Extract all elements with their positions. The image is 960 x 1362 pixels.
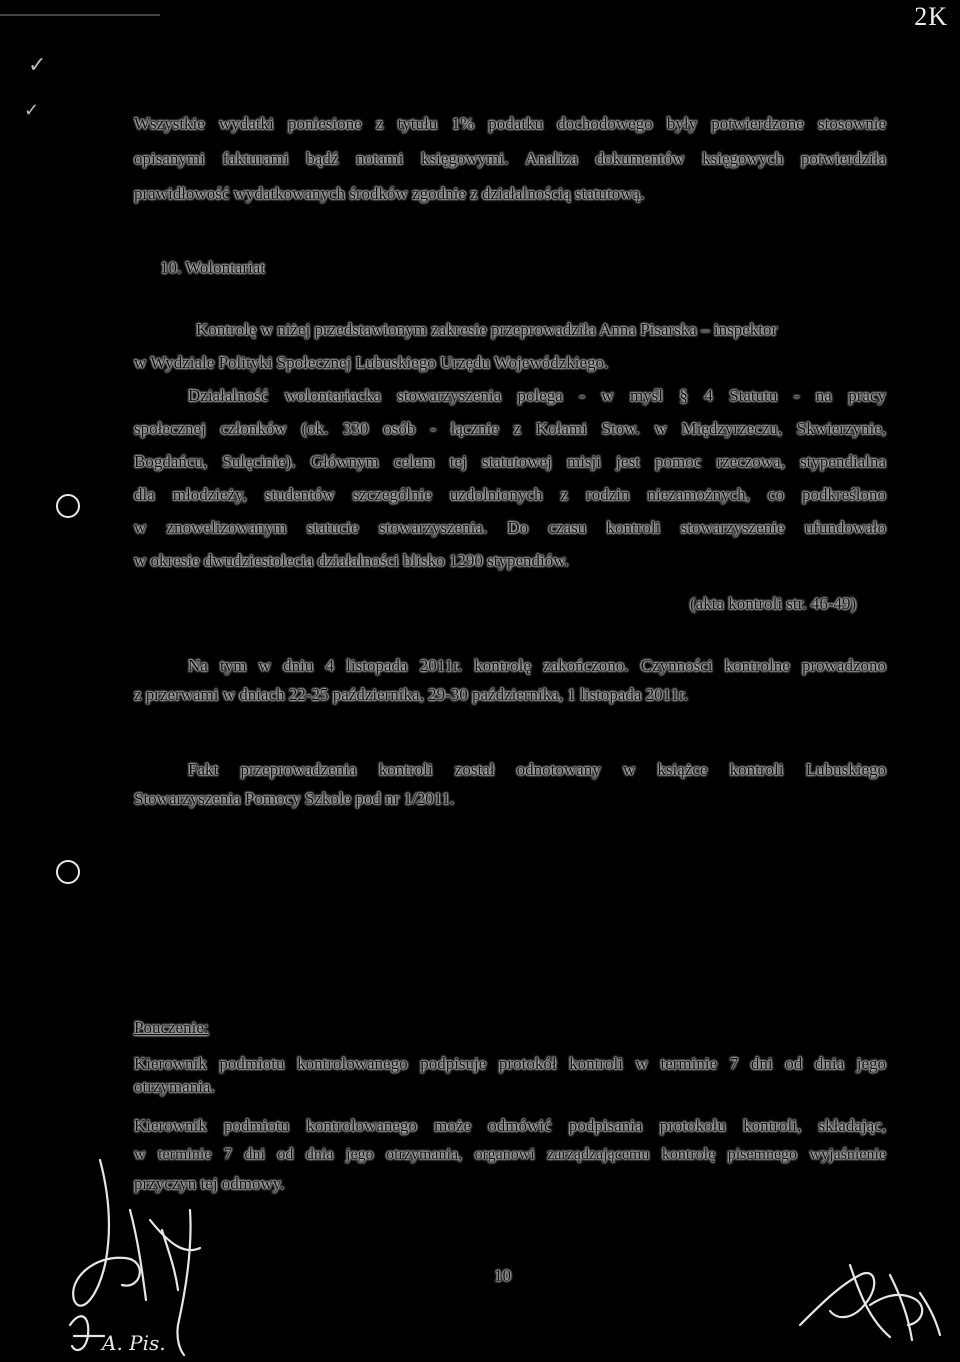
text-line: w Wydziale Polityki Społecznej Lubuskiego Urzędu Wojewódzkiego. xyxy=(134,353,609,372)
text-line: Stowarzyszenia Pomocy Szkole pod nr 1/2011. xyxy=(134,789,455,808)
text-line: Bogdańcu, Sulęcinie). Głównym celem tej statutowej misji jest pomoc rzeczowa, stypendialna xyxy=(134,452,886,471)
margin-mark: ✓ xyxy=(24,100,40,120)
text-line: Wszystkie wydatki poniesione z tytułu 1% podatku dochodowego były potwierdzone stosownie xyxy=(134,114,886,133)
closing-paragraph xyxy=(134,654,886,706)
text-line: społecznej członków (ok. 330 osób - łącznie z Kołami Stow. w Międzyrzeczu, Skwierzynie, xyxy=(134,419,886,438)
text-line: opisanymi fakturami bądź notami księgowymi. Analiza dokumentów księgowych potwierdziła xyxy=(134,149,886,168)
text-line: w terminie 7 dni od dnia jego otrzymania, organowi zarządzającemu kontrolę pisemnego wyjaśnienie xyxy=(134,1146,886,1163)
pouczenie-heading: Pouczenie: xyxy=(134,1018,209,1037)
scan-artifact-line xyxy=(0,14,160,16)
punch-hole-icon xyxy=(56,494,80,518)
margin-mark: ✓ xyxy=(28,52,47,77)
pouczenie-paragraph-1 xyxy=(134,1052,886,1098)
text-line: z przerwami w dniach 22-25 października, 29-30 października, 1 listopada 2011r. xyxy=(134,685,689,704)
text-line: Kierownik podmiotu kontrolowanego może odmówić podpisania protokołu kontroli, składając, xyxy=(134,1116,886,1135)
text-line: Na tym w dniu 4 listopada 2011r. kontrolę zakończono. Czynności kontrolne prowadzono xyxy=(188,656,886,675)
signature-initials: A. Pis. xyxy=(102,1331,166,1355)
signature-left xyxy=(50,1150,230,1360)
text-line: prawidłowość wydatkowanych środków zgodnie z działalnością statutową. xyxy=(134,184,645,203)
text-line: przyczyn tej odmowy. xyxy=(134,1174,285,1193)
text-line: dla młodzieży, studentów szczególnie uzdolnionych z rodzin niezamożnych, co podkreślono xyxy=(134,485,886,504)
text-line: Fakt przeprowadzenia kontroli został odnotowany w książce kontroli Lubuskiego xyxy=(188,760,886,779)
files-reference: (akta kontroli str. 46-49) xyxy=(690,594,857,613)
registry-paragraph xyxy=(134,758,886,810)
wolontariat-paragraph-1 xyxy=(134,318,886,374)
page-number: 10 xyxy=(494,1266,511,1285)
text-line: w okresie dwudziestolecia działalności blisko 1290 stypendiów. xyxy=(134,551,569,570)
signature-right xyxy=(790,1245,950,1355)
corner-page-mark: 2K xyxy=(914,2,948,31)
text-line: otrzymania. xyxy=(134,1077,215,1096)
wolontariat-paragraph-2 xyxy=(134,384,886,572)
text-line: Kontrolę w niżej przedstawionym zakresie przeprowadziła Anna Pisarska – inspektor xyxy=(196,320,778,339)
section-heading: 10. Wolontariat xyxy=(160,258,266,277)
text-line: Kierownik podmiotu kontrolowanego podpisuje protokół kontroli w terminie 7 dni od dnia jego xyxy=(134,1054,886,1073)
punch-hole-icon xyxy=(56,860,80,884)
text-line: Działalność wolontariacka stowarzyszenia polega - w myśl § 4 Statutu - na pracy xyxy=(188,386,886,405)
intro-paragraph xyxy=(134,112,886,205)
pouczenie-paragraph-2 xyxy=(134,1114,886,1195)
text-line: w znowelizowanym statucie stowarzyszenia. Do czasu kontroli stowarzyszenie ufundowało xyxy=(134,518,886,537)
